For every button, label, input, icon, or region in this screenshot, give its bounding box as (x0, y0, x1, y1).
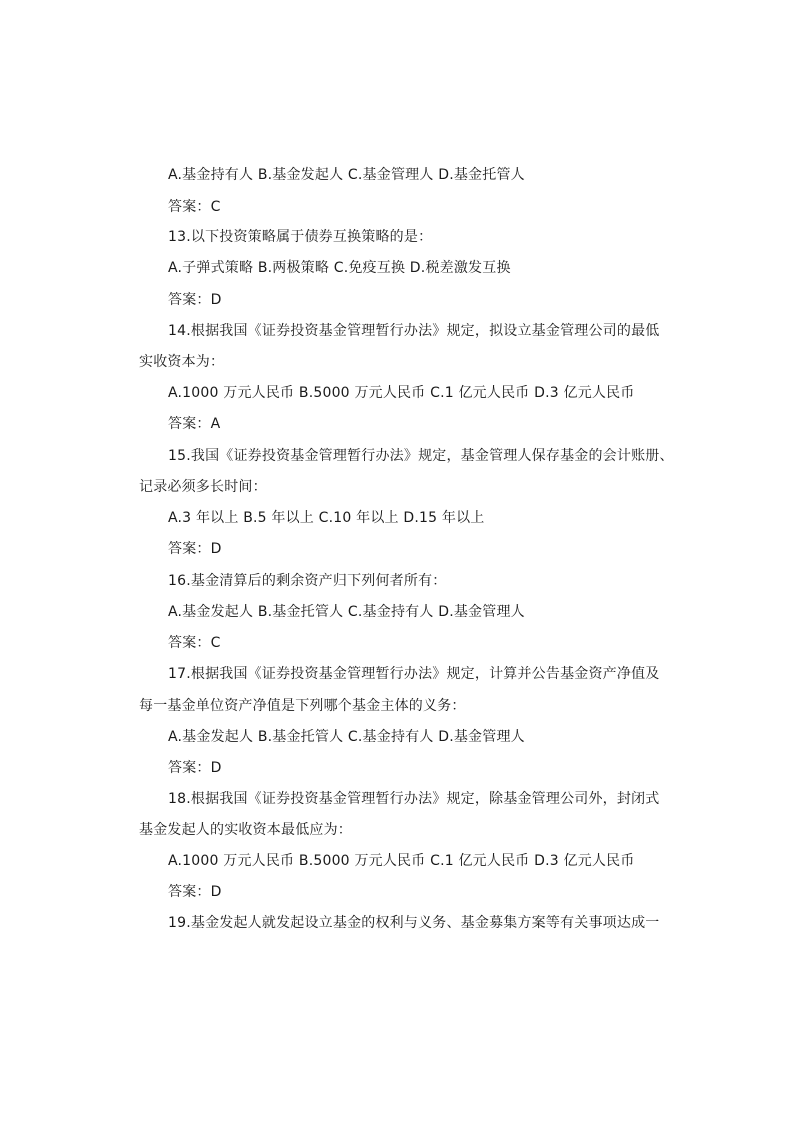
answer-line: 答案：A (168, 416, 221, 432)
question-continuation: 每一基金单位资产净值是下列哪个基金主体的义务： (139, 698, 466, 714)
question-continuation: 基金发起人的实收资本最低应为： (139, 822, 352, 838)
options-line: A.基金发起人 B.基金托管人 C.基金持有人 D.基金管理人 (168, 729, 525, 745)
question-line: 13.以下投资策略属于债券互换策略的是： (168, 229, 433, 245)
options-line: A.基金发起人 B.基金托管人 C.基金持有人 D.基金管理人 (168, 604, 525, 620)
answer-line: 答案：D (168, 292, 222, 308)
answer-line: 答案：C (168, 635, 221, 651)
options-line: A.1000 万元人民币 B.5000 万元人民币 C.1 亿元人民币 D.3 亿元人民币 (168, 385, 635, 401)
options-line: A.3 年以上 B.5 年以上 C.10 年以上 D.15 年以上 (168, 510, 485, 526)
question-line: 15.我国《证券投资基金管理暂行办法》规定，基金管理人保存基金的会计账册、 (168, 448, 674, 464)
question-line: 14.根据我国《证券投资基金管理暂行办法》规定，拟设立基金管理公司的最低 (168, 323, 660, 339)
options-line: A.1000 万元人民币 B.5000 万元人民币 C.1 亿元人民币 D.3 亿元人民币 (168, 853, 635, 869)
answer-line: 答案：C (168, 199, 221, 215)
question-line: 17.根据我国《证券投资基金管理暂行办法》规定，计算并公告基金资产净值及 (168, 666, 660, 682)
question-line: 18.根据我国《证券投资基金管理暂行办法》规定，除基金管理公司外，封闭式 (168, 791, 660, 807)
options-line: A.基金持有人 B.基金发起人 C.基金管理人 D.基金托管人 (168, 167, 525, 183)
answer-line: 答案：D (168, 541, 222, 557)
options-line: A.子弹式策略 B.两极策略 C.免疫互换 D.税差激发互换 (168, 260, 511, 276)
question-continuation: 实收资本为： (139, 354, 225, 370)
question-continuation: 记录必须多长时间： (139, 479, 267, 495)
answer-line: 答案：D (168, 760, 222, 776)
question-line: 19.基金发起人就发起设立基金的权利与义务、基金募集方案等有关事项达成一 (168, 915, 660, 931)
question-line: 16.基金清算后的剩余资产归下列何者所有： (168, 573, 447, 589)
answer-line: 答案：D (168, 884, 222, 900)
